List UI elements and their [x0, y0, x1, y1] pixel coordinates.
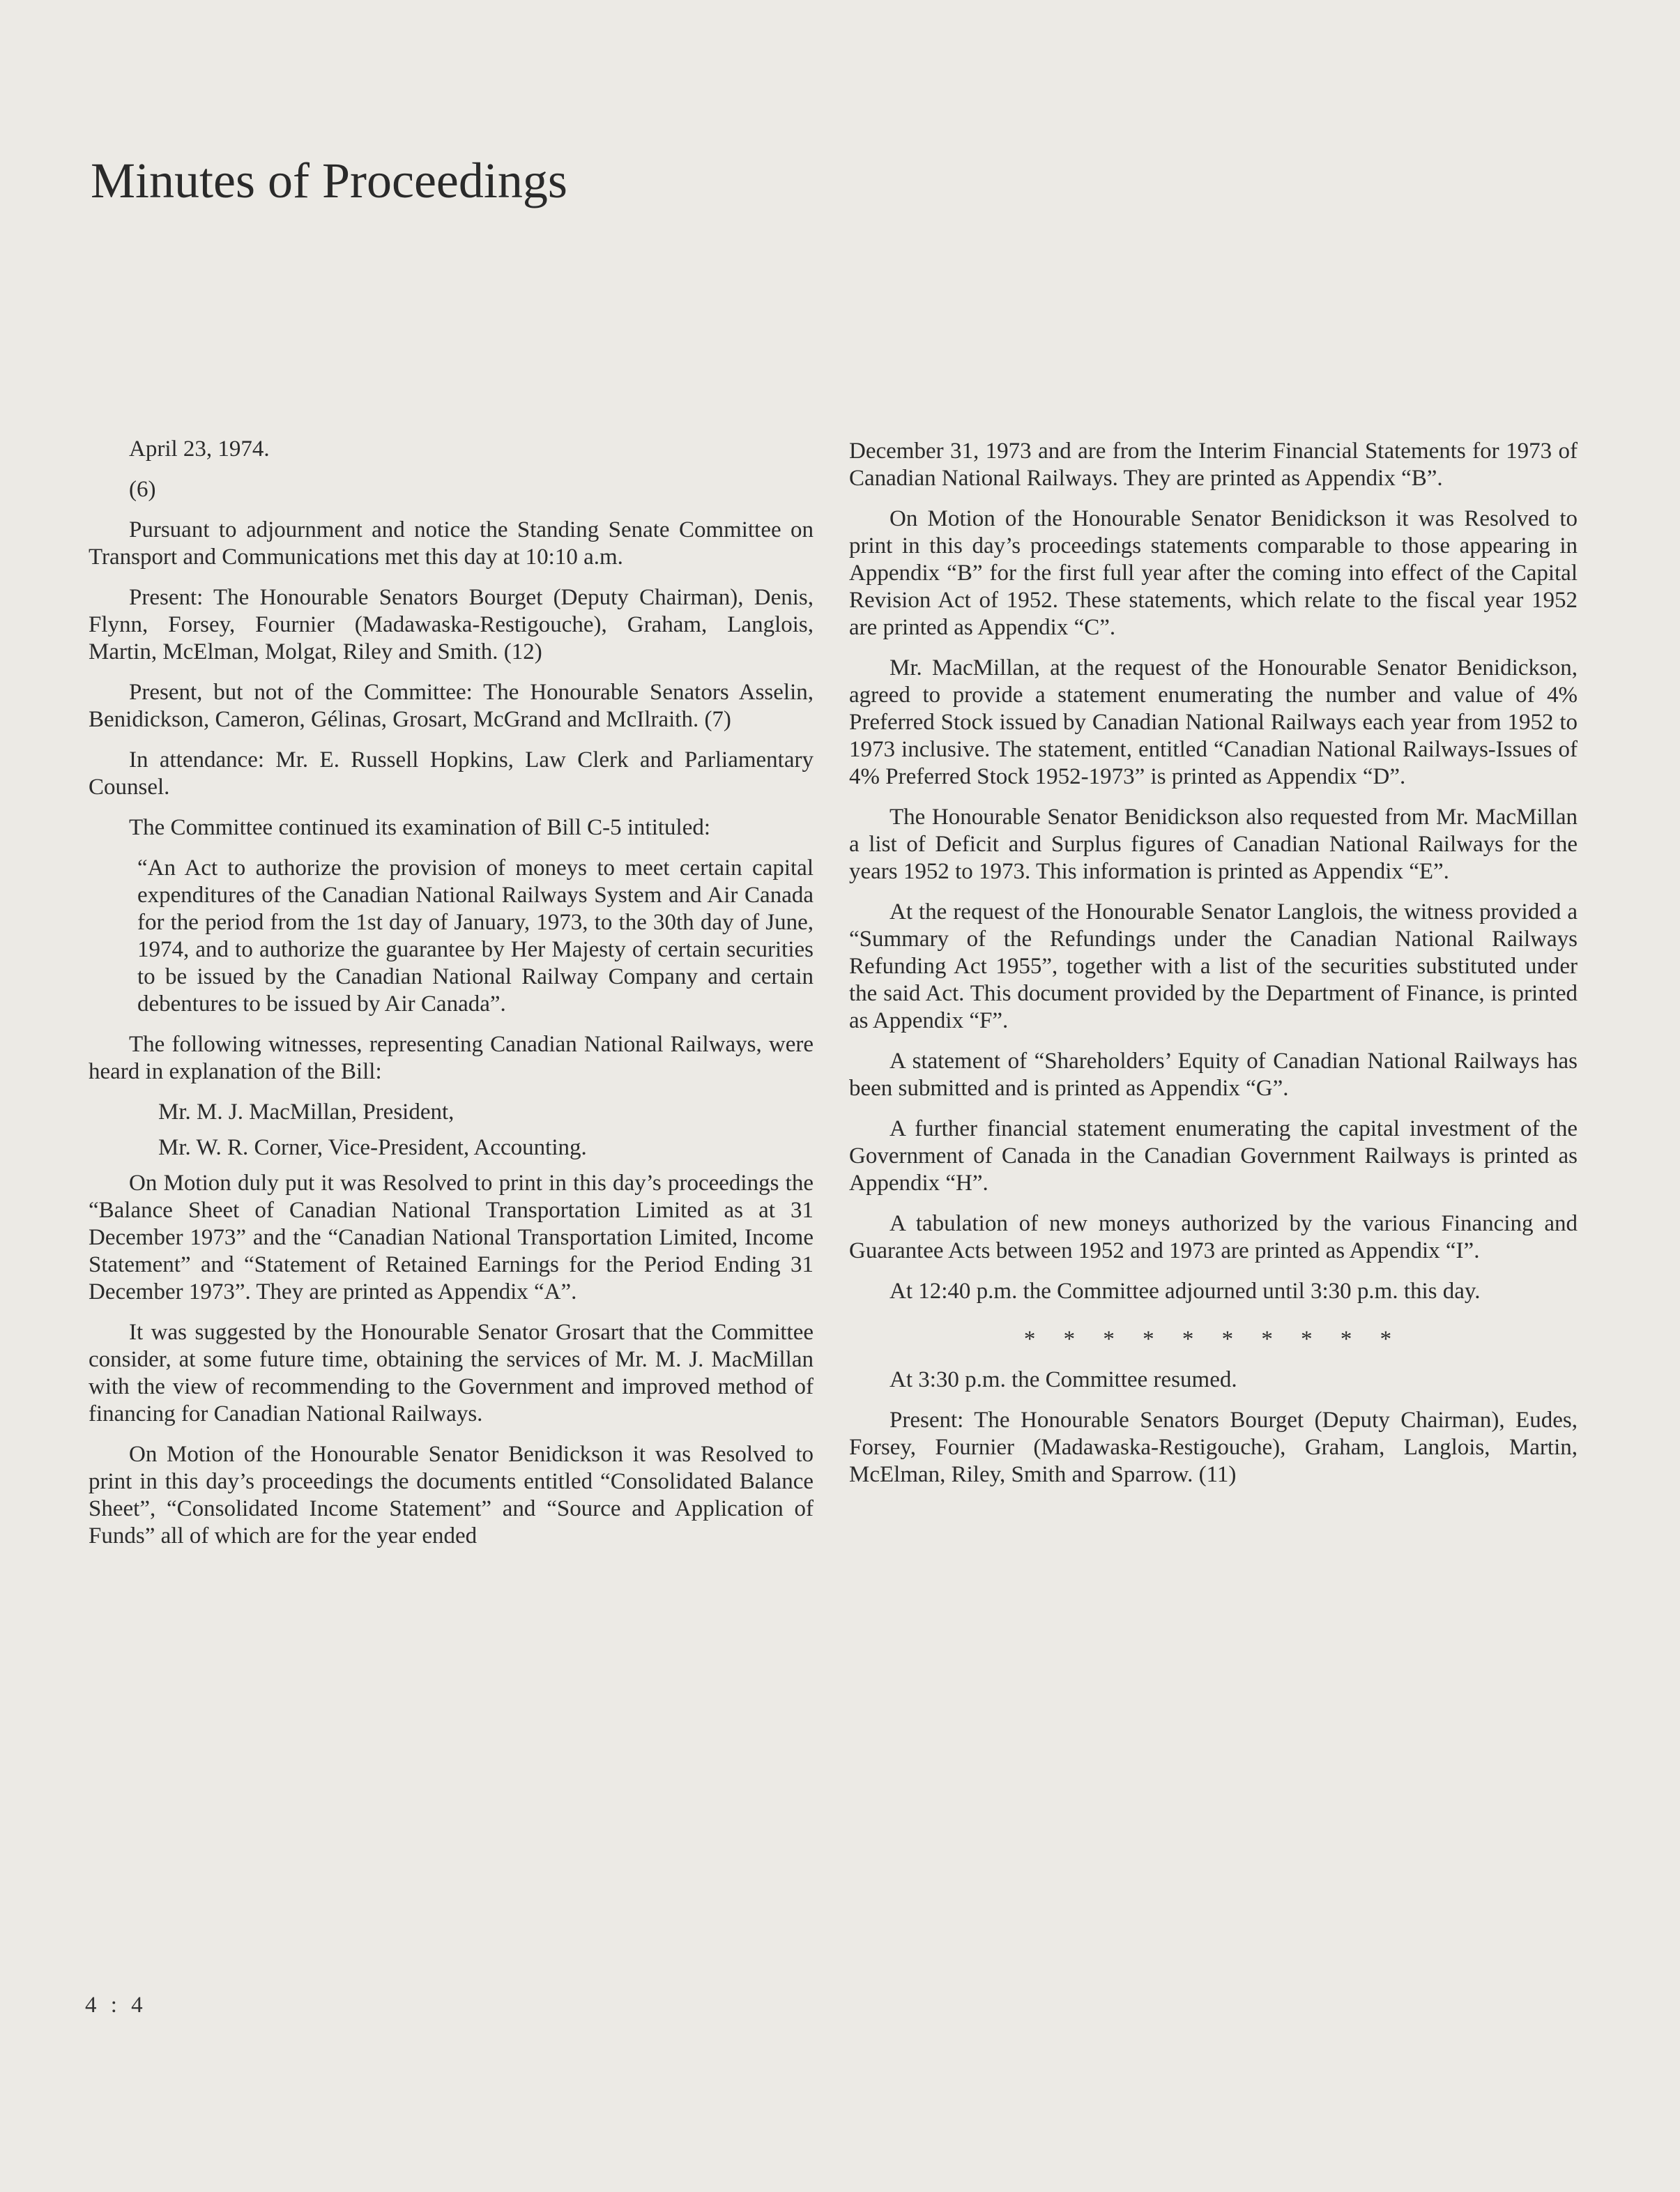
- sitting-number: (6): [129, 477, 156, 502]
- attendance-paragraph: In attendance: Mr. E. Russell Hopkins, Law Clerk and Parliamentary Counsel.: [89, 747, 814, 800]
- appendix-i-paragraph: A tabulation of new moneys authorized by the various Financing and Guarantee Acts between 1952 and 1973 are printed as Appendix “I”.: [849, 1211, 1578, 1263]
- adjourned-paragraph: At 12:40 p.m. the Committee adjourned until 3:30 p.m. this day.: [889, 1279, 1481, 1304]
- meeting-date: April 23, 1974.: [129, 436, 270, 462]
- appendix-f-paragraph: At the request of the Honourable Senator Langlois, the witness provided a “Summary of the Refundings under the Canadian National Railways Refunding Act 1955”, together with a list of the securities substituted under the said Act. This document provided by the Department of Finance, is printed as Appendix “F”.: [849, 899, 1578, 1033]
- present-pm-paragraph: Present: The Honourable Senators Bourget (Deputy Chairman), Eudes, Forsey, Fournier (Madawaska-Restigouche), Graham, Langlois, Martin, McElman, Riley, Smith and Sparrow. (11): [849, 1408, 1578, 1487]
- appendix-d-paragraph: Mr. MacMillan, at the request of the Honourable Senator Benidickson, agreed to provide a statement enumerating the number and value of 4% Preferred Stock issued by Canadian National Railways each year from 1952 to 1973 inclusive. The statement, entitled “Canadian National Railways-Issues of 4% Preferred Stock 1952-1973” is printed as Appendix “D”.: [849, 655, 1578, 789]
- motion-appendix-a: On Motion duly put it was Resolved to print in this day’s proceedings the “Balance Sheet of Canadian National Transportation Limited as at 31 December 1973” and the “Canadian National Transportation Limited, Income Statement” and “Statement of Retained Earnings for the Period Ending 31 December 1973”. They are printed as Appendix “A”.: [89, 1171, 814, 1304]
- witness-item: Mr. W. R. Corner, Vice-President, Accounting.: [158, 1135, 587, 1160]
- suggestion-paragraph: It was suggested by the Honourable Senator Grosart that the Committee consider, at some future time, obtaining the services of Mr. M. J. MacMillan with the view of recommending to the Government and improved method of financing for Canadian National Railways.: [89, 1320, 814, 1426]
- witnesses-paragraph: The following witnesses, representing Canadian National Railways, were heard in explanation of the Bill:: [89, 1032, 814, 1084]
- page-title: Minutes of Proceedings: [91, 153, 567, 208]
- motion-appendix-b: On Motion of the Honourable Senator Benidickson it was Resolved to print in this day’s proceedings the documents entitled “Consolidated Balance Sheet”, “Consolidated Income Statement” and “Source and Application of Funds” all of which are for the year ended: [89, 1442, 814, 1548]
- present-paragraph: Present: The Honourable Senators Bourget (Deputy Chairman), Denis, Flynn, Forsey, Fournier (Madawaska-Restigouche), Graham, Langlois, Martin, McElman, Molgat, Riley and Smith. (12): [89, 585, 814, 664]
- left-column: [89, 436, 814, 1563]
- appendix-e-paragraph: The Honourable Senator Benidickson also requested from Mr. MacMillan a list of Deficit and Surplus figures of Canadian National Railways for the years 1952 to 1973. This information is printed as Appendix “E”.: [849, 805, 1578, 884]
- bill-paragraph: The Committee continued its examination of Bill C-5 intituled:: [129, 815, 711, 840]
- right-column: [849, 438, 1578, 1502]
- appendix-g-paragraph: A statement of “Shareholders’ Equity of Canadian National Railways has been submitted and is printed as Appendix “G”.: [849, 1049, 1578, 1101]
- section-separator: * * * * * * * * * *: [1023, 1327, 1403, 1352]
- continued-paragraph: December 31, 1973 and are from the Interim Financial Statements for 1973 of Canadian National Railways. They are printed as Appendix “B”.: [849, 439, 1578, 491]
- resumed-paragraph: At 3:30 p.m. the Committee resumed.: [889, 1367, 1237, 1392]
- page-folio: 4 : 4: [85, 1993, 147, 2018]
- appendix-h-paragraph: A further financial statement enumerating the capital investment of the Government of Canada in the Canadian Government Railways is printed as Appendix “H”.: [849, 1116, 1578, 1196]
- present-not-member-paragraph: Present, but not of the Committee: The Honourable Senators Asselin, Benidickson, Cameron, Gélinas, Grosart, McGrand and McIlraith. (7): [89, 680, 814, 732]
- intro-paragraph: Pursuant to adjournment and notice the Standing Senate Committee on Transport and Communications met this day at 10:10 a.m.: [89, 517, 814, 570]
- witness-item: Mr. M. J. MacMillan, President,: [158, 1099, 455, 1125]
- bill-quote: “An Act to authorize the provision of moneys to meet certain capital expenditures of the Canadian National Railways System and Air Canada for the period from the 1st day of January, 1973, to the 30th day of June, 1974, and to authorize the guarantee by Her Majesty of certain securities to be issued by the Canadian National Railway Company and certain debentures to be issued by Air Canada”.: [137, 855, 814, 1017]
- motion-appendix-c: On Motion of the Honourable Senator Benidickson it was Resolved to print in this day’s proceedings statements comparable to those appearing in Appendix “B” for the first full year after the coming into effect of the Capital Revision Act of 1952. These statements, which relate to the fiscal year 1952 are printed as Appendix “C”.: [849, 506, 1578, 640]
